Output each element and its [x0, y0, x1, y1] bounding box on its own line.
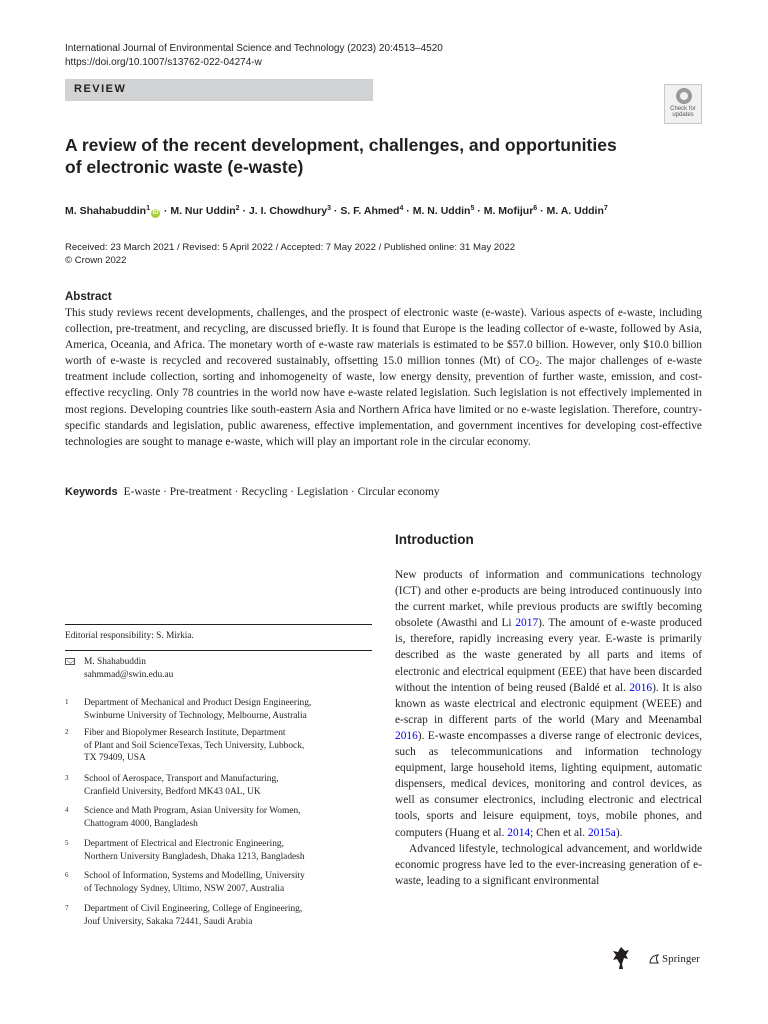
author-name[interactable]: M. Nur Uddin: [170, 205, 236, 217]
author-list: [65, 202, 715, 218]
author-separator: ·: [474, 205, 484, 217]
citation-link[interactable]: 2016: [395, 729, 418, 742]
author-name[interactable]: M. A. Uddin: [546, 205, 604, 217]
section-label: REVIEW: [74, 83, 127, 95]
author-separator: ·: [160, 205, 171, 217]
paragraph: New products of information and communications technology (ICT) and other e-products are being introduced continuously into the current market, while previous products are swiftly becoming obsolete (Awasthi and Li 2017). The amount of e-waste produced is, therefore, rapidly increasing every year. E-waste is primarily described as the waste generated by all parts and items of electronic and electrical equipment (EEE) that have been discarded without the intention of being reused (Baldé et al. 2016). It is also known as waste electrical and electronic equipment (WEEE) and e-scrap in different parts of the world (Mary and Meenambal 2016). E-waste encompasses a diverse range of electronic devices, such as telecommunications and information technology equipment, large household items, lighting equipment, automatic dispensers, medical devices, monitoring and control devices, as well as consumer electronics, including electronic and electrical tools, sports and leisure equipment, toys, mobile phones, and computers (Huang et al. 2014; Chen et al. 2015a).: [395, 569, 702, 839]
author-affiliation-number: 5: [470, 205, 475, 212]
author-name[interactable]: M. Mofijur: [483, 205, 534, 217]
author-affiliation-number: 2: [235, 205, 240, 212]
article-dates: Received: 23 March 2021 / Revised: 5 April 2022 / Accepted: 7 May 2022 / Published online: 31 May 2022: [65, 242, 516, 253]
keywords-line: [65, 484, 440, 500]
publisher-logo: [610, 945, 705, 971]
corresponding-author-name: M. Shahabuddin: [84, 657, 146, 667]
keywords-label: Keywords: [65, 486, 118, 498]
section-banner: [65, 79, 373, 101]
author-separator: ·: [537, 205, 547, 217]
abstract-heading: Abstract: [65, 291, 112, 303]
author-affiliation-number: 1: [146, 205, 150, 212]
springer-mark-icon: [648, 953, 660, 965]
title-line: A review of the recent development, challenges, and opportunities: [65, 135, 617, 155]
doi-link[interactable]: https://doi.org/10.1007/s13762-022-04274-w: [65, 57, 262, 68]
crossmark-icon: [676, 88, 692, 104]
author-name[interactable]: J. I. Chowdhury: [248, 205, 328, 217]
check-for-updates-button[interactable]: [664, 84, 702, 124]
citation-link[interactable]: 2016: [629, 681, 653, 694]
keywords-list: E-waste · Pre-treatment · Recycling · Legislation · Circular economy: [123, 486, 440, 498]
envelope-icon: [65, 658, 75, 665]
springer-horse-icon: [610, 945, 632, 971]
publisher-name: Springer: [662, 953, 700, 965]
copyright-notice: © Crown 2022: [65, 255, 127, 266]
section-heading-introduction: Introduction: [395, 532, 474, 547]
author-name[interactable]: M. Shahabuddin: [65, 205, 147, 217]
author-affiliation-number: 4: [399, 205, 404, 212]
author-separator: ·: [403, 205, 413, 217]
paragraph: Advanced lifestyle, technological advancement, and worldwide economic progress have led to the ever-increasing generation of e-waste, leading to a significant environmental: [395, 842, 702, 887]
crossmark-label: Check for updates: [670, 106, 696, 118]
orcid-icon[interactable]: iD: [152, 210, 159, 216]
title-line: of electronic waste (e-waste): [65, 157, 304, 177]
journal-citation: International Journal of Environmental Science and Technology (2023) 20:4513–4520: [65, 43, 443, 54]
citation-link[interactable]: 2014: [507, 826, 531, 839]
author-separator: ·: [239, 205, 249, 217]
author-name[interactable]: M. N. Uddin: [412, 205, 471, 217]
author-affiliation-number: 6: [533, 205, 538, 212]
author-affiliation-number: 7: [603, 205, 608, 212]
citation-link[interactable]: 2015a: [587, 826, 616, 839]
abstract-body: This study reviews recent developments, challenges, and the prospect of electronic waste (e-waste). Various aspects of e-waste, including collection, pre-treatment, and recycling, are discussed briefly. It is found that Europe is the leading collector of e-waste, followed by Asia, America, Oceania, and Africa. The monetary worth of e-waste raw materials is estimated to be $57.0 billion. However, only $10.0 billion worth of e-waste is recycled and recovered sustainably, offsetting 15.0 million tonnes (Mt) of $CO_2$. The major challenges of e-waste treatment include collection, sorting and inhomogeneity of waste, low energy density, prevention of further waste, emission, and cost-effective recycling. Only 78 countries in the world now have e-waste related legislation. Such legislation is not effectively implemented in most regions. Developing countries like south-eastern Asia and Northern Africa have limited or no e-waste legislation. Therefore, country-specific standards and legislation, public awareness, effective implementation, and government incentives for developing cost-effective technologies are sought to manage e-waste, which will play an important role in the circular economy.: [65, 307, 702, 448]
editorial-responsibility: Editorial responsibility: S. Mirkia.: [65, 631, 194, 641]
footnote-divider: [65, 624, 372, 625]
author-separator: ·: [330, 205, 341, 217]
author-affiliation-number: 3: [327, 205, 331, 212]
article-title: [65, 134, 665, 178]
footnote-divider: [65, 650, 372, 651]
citation-link[interactable]: 2017: [515, 617, 539, 630]
author-name[interactable]: S. F. Ahmed: [340, 205, 400, 217]
corresponding-author-email[interactable]: sahmmad@swin.edu.au: [84, 670, 174, 680]
introduction-body: [395, 567, 702, 889]
